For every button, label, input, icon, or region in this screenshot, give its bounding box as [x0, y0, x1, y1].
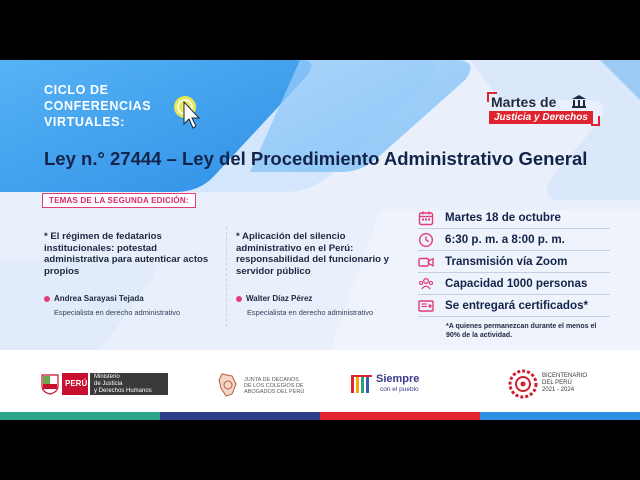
bicent-line: 2021 - 2024: [542, 387, 575, 393]
bicentenario-name: [542, 373, 587, 394]
cycle-line: VIRTUALES:: [44, 115, 125, 129]
speaker-1: [44, 294, 144, 303]
event-poster: [0, 60, 640, 420]
bullet-dot: [44, 296, 50, 302]
bicent-line: BICENTENARIO: [542, 373, 588, 379]
topic-2-text: * Aplicación del silencio administrativo en el Perú: responsabilidad del funcionario y servidor público: [236, 231, 389, 277]
junta-decanos-logo: [216, 372, 326, 398]
info-zoom: Transmisión vía Zoom: [445, 255, 568, 268]
speaker-1-name: Andrea Sarayasi Tejada: [54, 294, 144, 303]
info-date: Martes 18 de octubre: [445, 211, 561, 224]
bullet-dot: [236, 296, 242, 302]
certificate-icon: [418, 298, 434, 314]
martes-badge: [485, 90, 603, 128]
speaker-2: [236, 294, 312, 303]
siempre-subtitle: con el pueblo: [380, 386, 419, 393]
info-capacity: Capacidad 1000 personas: [445, 277, 588, 290]
info-row-certificate: [418, 296, 610, 317]
speaker-2-name: Walter Díaz Pérez: [246, 294, 313, 303]
color-bars-emblem-icon: [350, 373, 374, 395]
junta-line: ABOGADOS DEL PERÚ: [244, 389, 305, 395]
video-camera-icon: [418, 254, 434, 270]
bicentenario-sun-icon: [508, 369, 538, 399]
junta-name: [244, 377, 304, 395]
ministry-line: de Justicia: [94, 381, 123, 387]
ministry-line: Ministerio: [94, 374, 120, 380]
info-row-date: [418, 208, 610, 229]
peru-shield-icon: [40, 373, 60, 395]
bicentenario-logo: [508, 369, 604, 399]
speaker-2-role: Especialista en derecho administrativo: [247, 308, 374, 317]
cycle-line: CICLO DE: [44, 83, 109, 97]
info-row-time: [418, 230, 610, 251]
peru-map-emblem-icon: [216, 372, 240, 398]
temas-label: TEMAS DE LA SEGUNDA EDICIÓN:: [42, 193, 196, 208]
info-certificate: Se entregará certificados*: [445, 299, 589, 312]
certificate-note: *A quienes permanezcan durante el menos el 90% de la actividad.: [446, 323, 597, 339]
speaker-1-role: Especialista en derecho administrativo: [54, 308, 181, 317]
siempre-title: Siempre: [376, 373, 420, 385]
bicent-line: DEL PERÚ: [542, 380, 572, 386]
courthouse-icon: [571, 94, 587, 108]
calendar-icon: [418, 210, 434, 226]
peru-label: PERÚ: [65, 379, 88, 388]
badge-title: Martes de: [491, 94, 557, 110]
cycle-line: CONFERENCIAS: [44, 99, 152, 113]
info-row-capacity: [418, 274, 610, 295]
bottom-color-stripe: [0, 412, 640, 420]
cycle-heading: [44, 82, 204, 130]
info-time: 6:30 p. m. a 8:00 p. m.: [445, 233, 565, 246]
topic-divider: [226, 227, 228, 327]
ministry-logo: [40, 371, 170, 397]
junta-line: JUNTA DE DECANOS: [244, 377, 299, 383]
page-title: Ley n.° 27444 – Ley del Procedimiento Administrativo General: [44, 148, 588, 169]
clock-icon: [418, 232, 434, 248]
junta-line: DE LOS COLEGIOS DE: [244, 383, 304, 389]
badge-subtitle: Justicia y Derechos: [489, 111, 593, 124]
topic-1-text: * El régimen de fedatarios institucionales: potestad administrativa para autenticar actos propios: [44, 231, 209, 277]
ministry-name: [94, 374, 152, 395]
info-row-zoom: [418, 252, 610, 273]
siempre-logo: [350, 371, 430, 397]
people-icon: [418, 276, 434, 292]
ministry-line: y Derechos Humanos: [94, 388, 152, 394]
